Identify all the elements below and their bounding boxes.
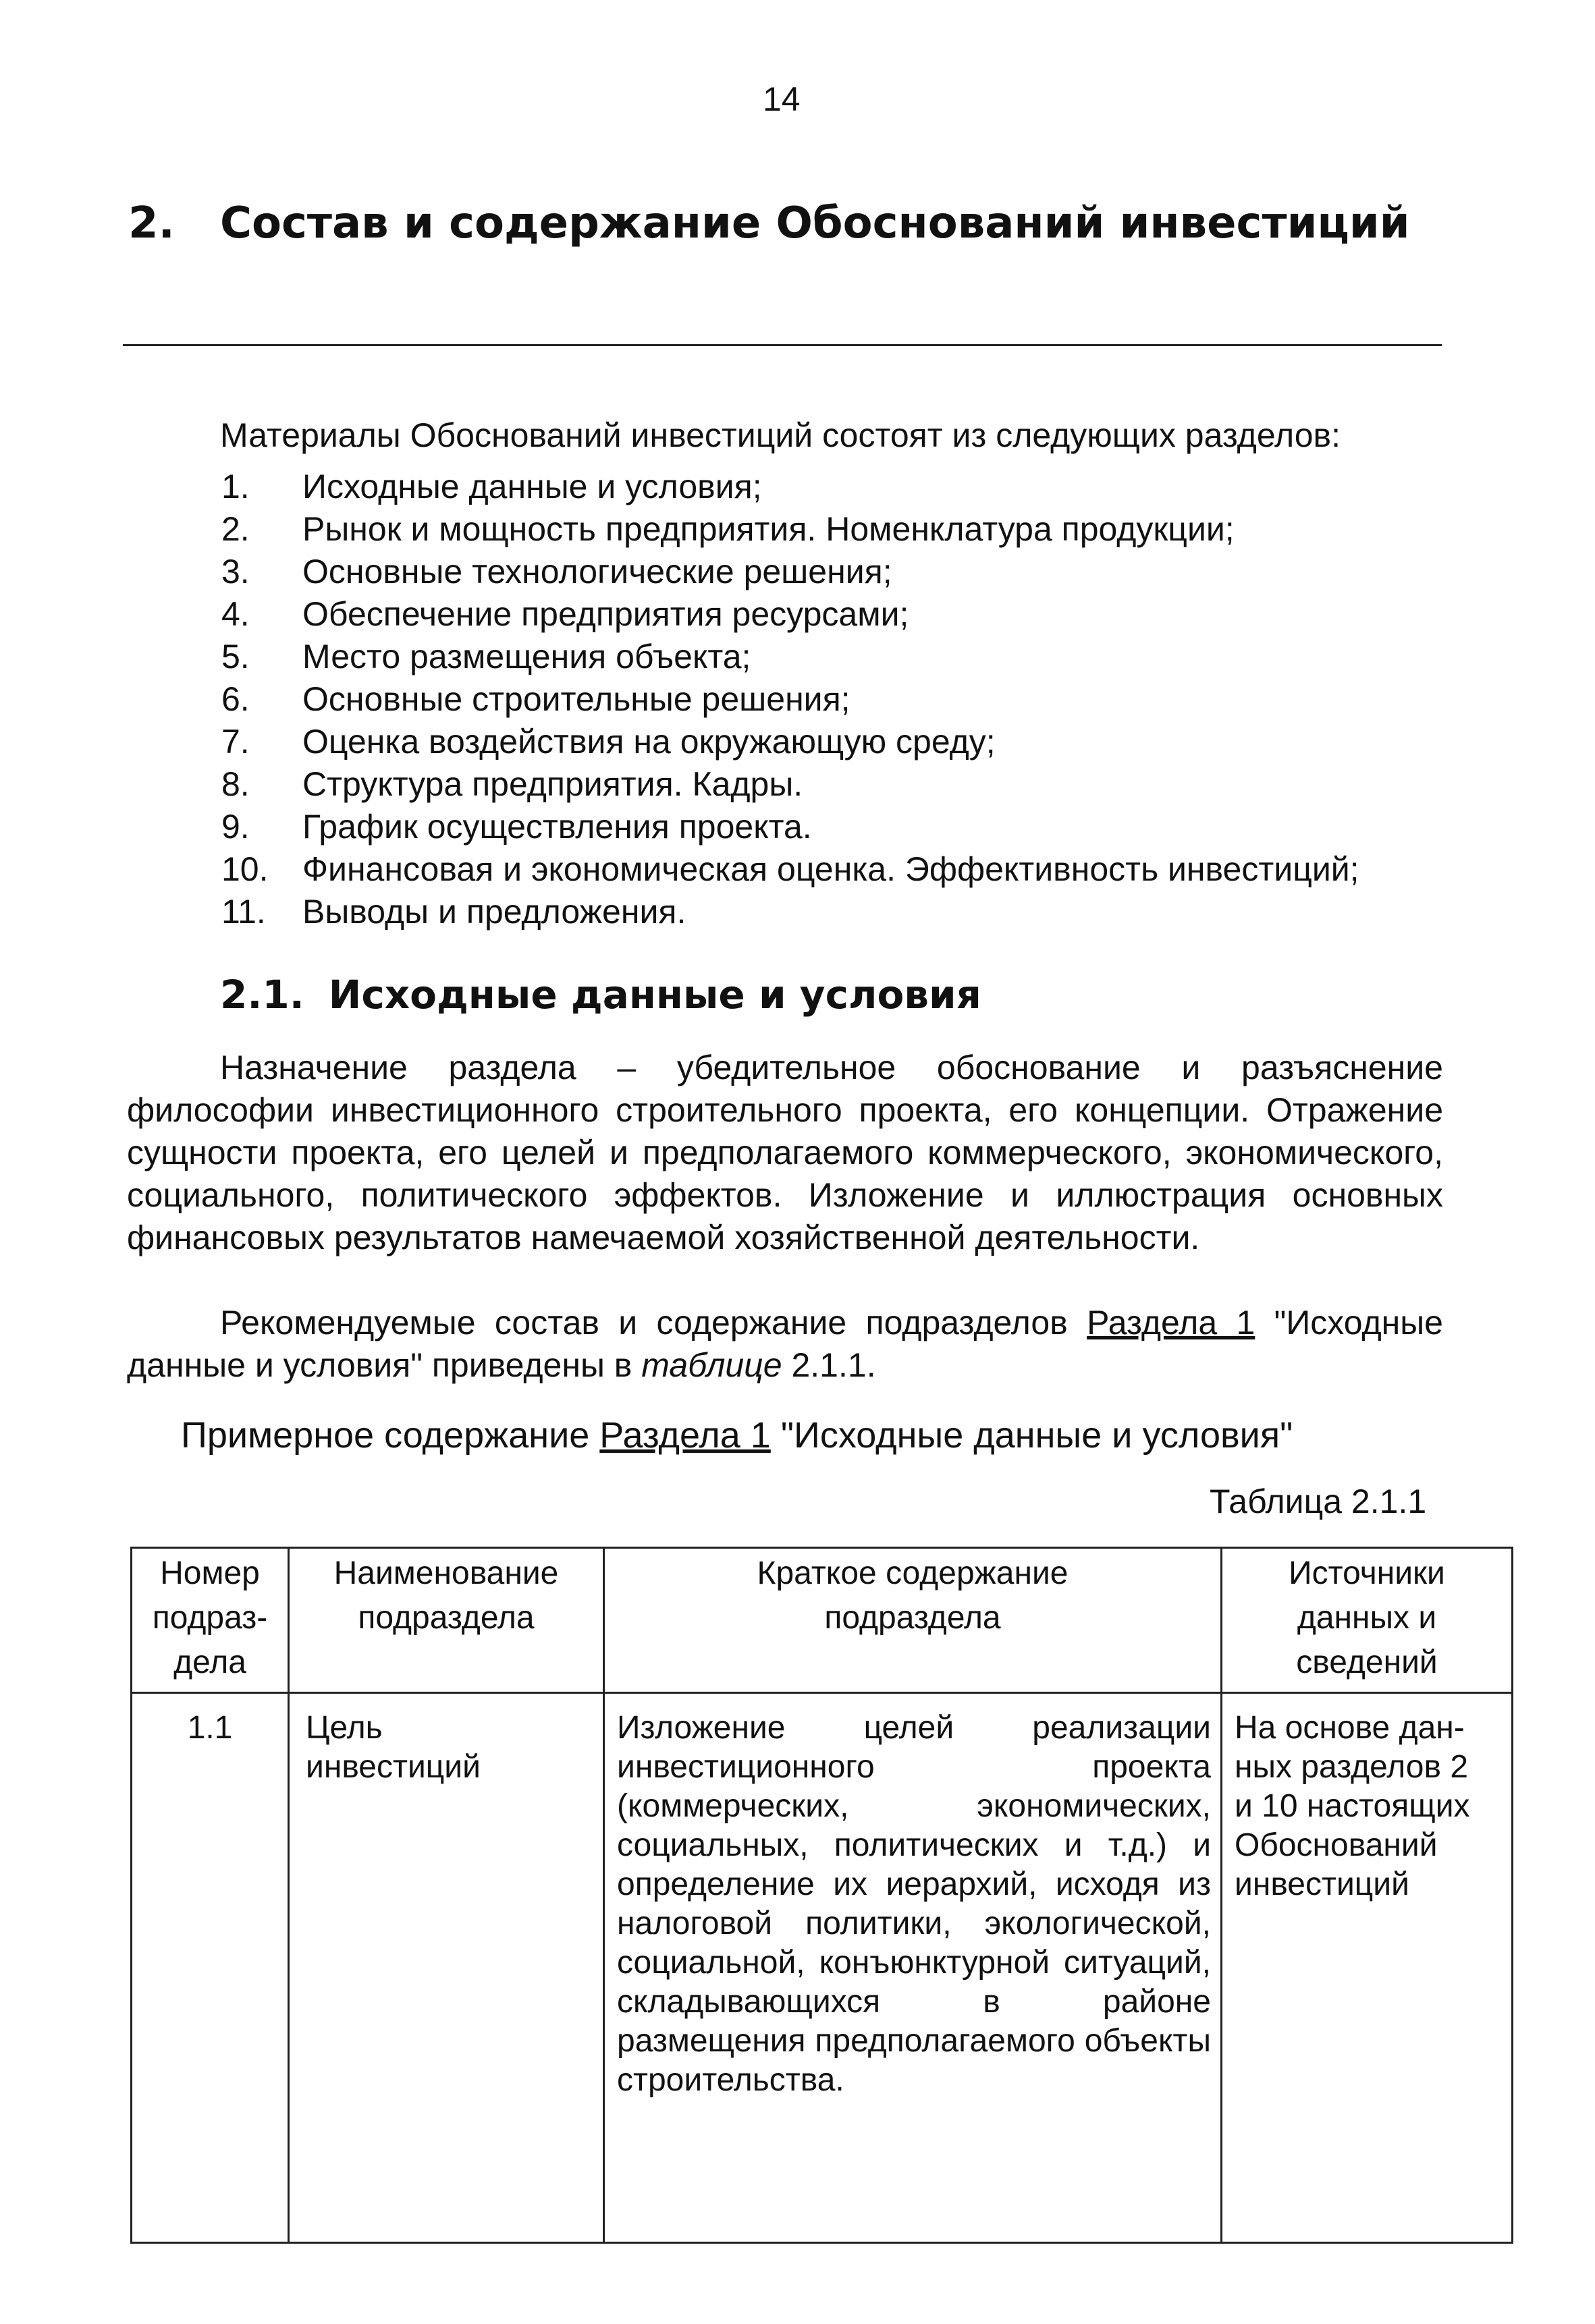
- list-item-number: 7.: [221, 723, 250, 760]
- list-item-number: 11.: [221, 893, 266, 931]
- list-item-text: Основные строительные решения;: [302, 680, 850, 718]
- list-item-text: Основные технологические решения;: [302, 553, 892, 590]
- list-item-text: График осуществления проекта.: [302, 808, 812, 846]
- purpose-paragraph-text: Назначение раздела – убедительное обоснование и разъяснение философии инвестиционного строительного проекта, его концепции. Отражение сущности проекта, его целей и предполагаемого коммерческого, экономического, социального, политического эффектов. Изложение и иллюстрация основных финансовых результатов намечаемой хозяйственной деятельности.: [127, 1049, 1443, 1256]
- chapter-number: 2.: [128, 198, 175, 248]
- row-sources: На основе дан- ных разделов 2 и 10 настоящих Обоснований инвестиций: [1222, 1693, 1513, 2243]
- list-item-number: 6.: [221, 680, 250, 718]
- row-content: Изложение целей реализации инвестиционного проекта (коммерческих, экономических, социальных, политических и т.д.) и определение их иерархий, исходя из налоговой политики, экологической, социальной, конъюнктурной ситуаций, складывающихся в районе размещения предполагаемого объекты строительства.: [604, 1693, 1222, 2243]
- section-heading: [220, 972, 981, 1018]
- caption-section-link[interactable]: Раздела 1: [599, 1415, 771, 1456]
- table-reference: таблице: [641, 1346, 782, 1384]
- list-item-text: Структура предприятия. Кадры.: [302, 765, 803, 803]
- page-number: 14: [763, 80, 801, 118]
- table-caption: Примерное содержание Раздела 1 "Исходные данные и условия": [181, 1415, 1293, 1456]
- row-number: 1.1: [132, 1693, 289, 2243]
- list-item-number: 3.: [221, 553, 250, 590]
- list-item-text: Обеспечение предприятия ресурсами;: [302, 595, 909, 633]
- table-row: [132, 1693, 1513, 2243]
- list-item-text: Рынок и мощность предприятия. Номенклатура продукции;: [302, 510, 1235, 548]
- list-item-number: 5.: [221, 638, 250, 675]
- intro-text: Материалы Обоснований инвестиций состоят из следующих разделов:: [220, 416, 1341, 454]
- content-table: [130, 1547, 1513, 2244]
- list-item-number: 9.: [221, 808, 250, 846]
- header-content: Краткое содержание подраздела: [604, 1548, 1222, 1693]
- list-item-number: 1.: [221, 468, 250, 505]
- heading-divider: [123, 344, 1442, 346]
- list-item-text: Исходные данные и условия;: [302, 468, 762, 505]
- table-number: Таблица 2.1.1: [1210, 1483, 1427, 1520]
- section-link[interactable]: Раздела 1: [1087, 1304, 1255, 1341]
- list-item-number: 2.: [221, 510, 250, 548]
- row-name: Цель инвестиций: [289, 1693, 604, 2243]
- purpose-paragraph: [127, 1047, 1443, 1259]
- list-item-text: Выводы и предложения.: [302, 893, 686, 931]
- list-item-number: 8.: [221, 765, 250, 803]
- section-title: Исходные данные и условия: [328, 972, 981, 1018]
- header-sources: Источники данных и сведений: [1222, 1548, 1513, 1693]
- list-item-number: 10.: [221, 850, 269, 888]
- reference-paragraph: Рекомендуемые состав и содержание подразделов Раздела 1 "Исходные данные и условия" приведены в таблице 2.1.1.: [127, 1304, 1443, 1384]
- table-header-row: [132, 1548, 1513, 1693]
- list-item-text: Место размещения объекта;: [302, 638, 751, 675]
- list-item-text: Оценка воздействия на окружающую среду;: [302, 723, 996, 760]
- header-name: Наименование подраздела: [289, 1548, 604, 1693]
- list-item-number: 4.: [221, 595, 250, 633]
- header-number: Номер подраз- дела: [132, 1548, 289, 1693]
- list-item-text: Финансовая и экономическая оценка. Эффективность инвестиций;: [302, 850, 1359, 888]
- chapter-title: Состав и содержание Обоснований инвестиций: [220, 198, 1410, 248]
- section-number: 2.1.: [220, 972, 304, 1018]
